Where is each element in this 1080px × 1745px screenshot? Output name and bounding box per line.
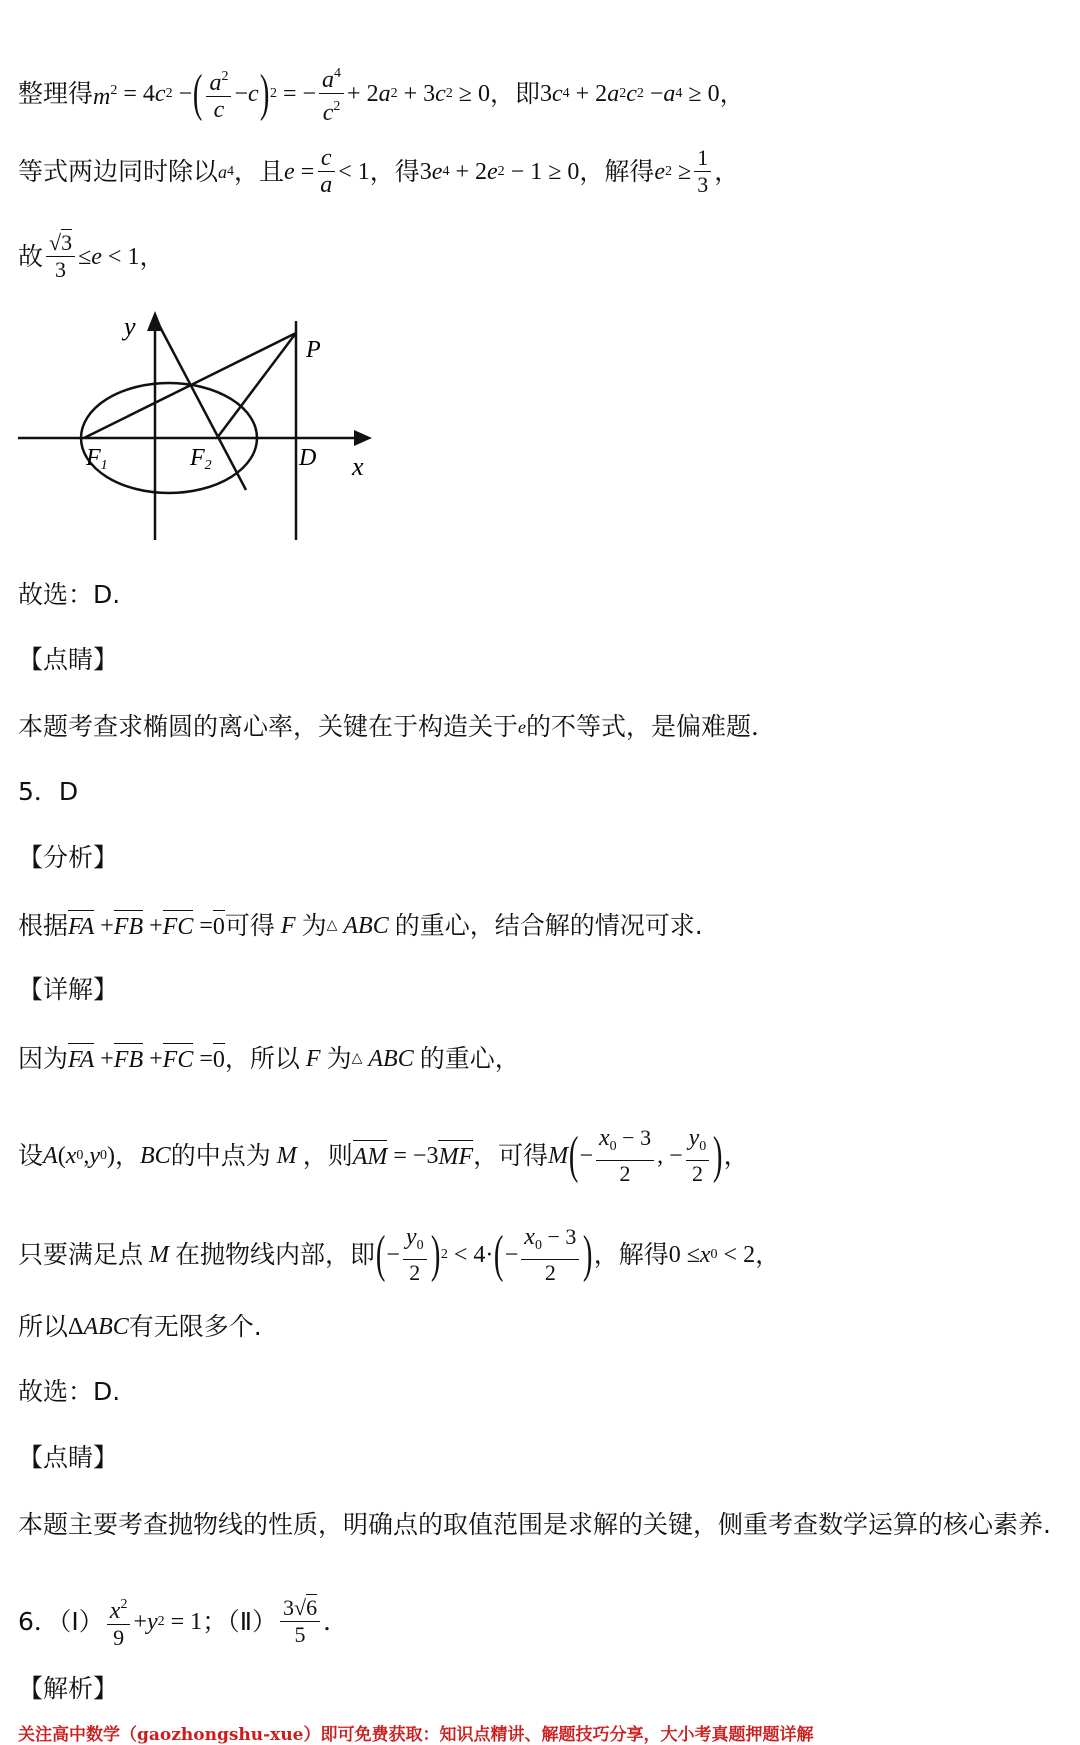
section-dianjing-1: 【点睛】 — [18, 645, 119, 674]
detail-line-2: 设 A ( x 0 , y 0 ) ， BC 的中点为 M ，则 AM = −3 MF ，可得 M ( − $\frac{x_0 - 3}{2}$ , − $\frac{y_0}{2}$ ) ， — [18, 1125, 749, 1186]
detail-line-3: 只要满足点 M 在抛物线内部，即 ( − $\frac{y_0}{2}$ ) 2 < 4· ( − $\frac{x_0 - 3}{2}$ ) ，解得 0 ≤ x 0 < 2 ， — [18, 1224, 781, 1285]
detail-line-4: 所以 Δ ABC 有无限多个. — [18, 1312, 262, 1341]
label-p: P — [306, 337, 321, 363]
promo-footer: 关注高中数学（gaozhongshu-xue）即可免费获取：知识点精讲、解题技巧分享，大小考真题押题详解 — [18, 1725, 814, 1745]
label-d: D — [299, 445, 317, 471]
summary-1: 本题考查求椭圆的离心率，关键在于构造关于 e 的不等式，是偏难题． — [18, 712, 777, 741]
line-2: 等式两边同时除以 a 4 ，且 e = $\frac{c}{a}$ < 1 ，得 3 e 4 + 2 e 2 − 1 ≥ 0 ，解得 e 2 ≥ $\frac{1}{3}$ ， — [18, 145, 740, 198]
segment-f2-p — [217, 333, 296, 438]
ellipse-figure — [14, 305, 374, 545]
section-fenxi: 【分析】 — [18, 843, 119, 872]
analysis-line: 根据 FA + FB + FC = 0 可得 F 为 △ ABC 的重心，结合解的情况可求. — [18, 911, 703, 940]
question-5-answer: 5．D — [18, 777, 79, 806]
section-xiangjie: 【详解】 — [18, 975, 119, 1004]
x-axis-arrow-icon — [354, 430, 372, 446]
question-6-answer: 6．（Ⅰ） $\frac{x^2}{9}$ + y 2 = 1 ；（Ⅱ） $\frac{3√6}{5}$ ． — [18, 1592, 348, 1651]
label-x: x — [352, 452, 364, 481]
line-1: 整理得 $m^2$ = 4 c 2 − ( $\frac{a^2}{c}$ − c ) 2 = − $\frac{a^4}{c^2}$ + 2 a 2 + 3 c 2 ≥ 0 ，即 3 c 4 + 2 a 2 c 2 − a 4 ≥ 0 ， — [18, 61, 745, 126]
section-jiexi: 【解析】 — [18, 1674, 119, 1703]
summary-2: 本题主要考查抛物线的性质，明确点的取值范围是求解的关键，侧重考查数学运算的核心素养. — [18, 1510, 1051, 1539]
line-3: 故 $\frac{√3}{3}$ ≤ e < 1 ， — [18, 230, 165, 282]
label-f1: F1 — [86, 445, 108, 473]
label-f2: F2 — [190, 445, 212, 473]
choose-answer-1: 故选：D. — [18, 580, 121, 609]
label-y: y — [124, 312, 136, 341]
detail-line-1: 因为 FA + FB + FC = 0 ，所以 F 为 △ ABC 的重心， — [18, 1044, 520, 1073]
choose-answer-2: 故选：D. — [18, 1377, 121, 1406]
section-dianjing-2: 【点睛】 — [18, 1443, 119, 1472]
